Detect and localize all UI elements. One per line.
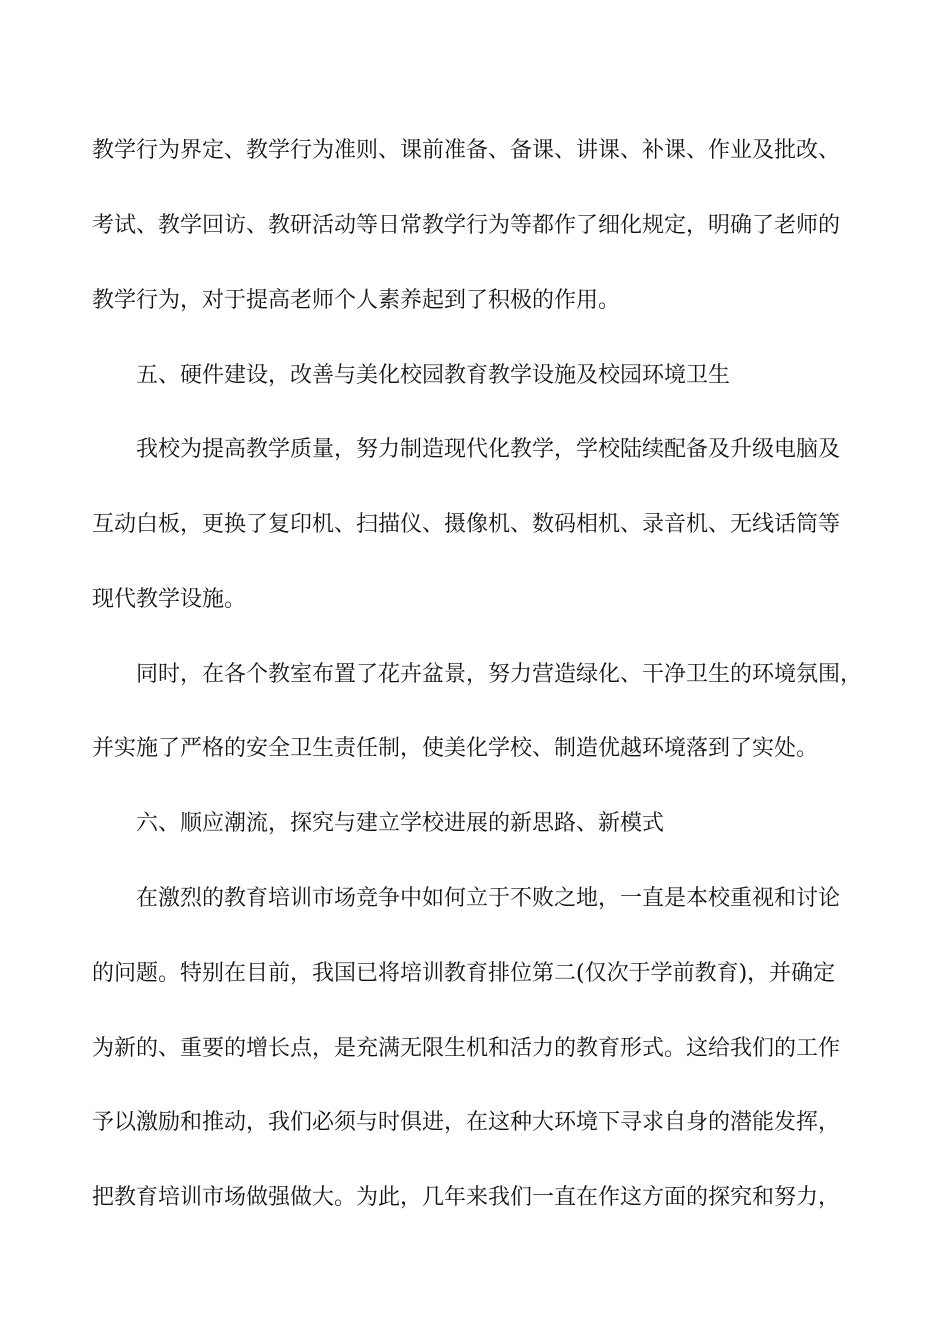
section-heading: 六、顺应潮流，探究与建立学校进展的新思路、新模式 <box>136 811 665 836</box>
text-line: 予以激励和推动，我们必须与时俱进，在这种大环境下寻求自身的潜能发挥， <box>92 1110 841 1135</box>
text-line: 现代教学设施。 <box>92 587 247 612</box>
text-line: 教学行为界定、教学行为准则、课前准备、备课、讲课、补课、作业及批改、 <box>92 138 841 163</box>
section-heading: 五、硬件建设，改善与美化校园教育教学设施及校园环境卫生 <box>136 363 731 388</box>
text-line: 互动白板，更换了复印机、扫描仪、摄像机、数码相机、录音机、无线话筒等 <box>92 512 841 537</box>
text-line: 我校为提高教学质量，努力制造现代化教学，学校陆续配备及升级电脑及 <box>136 437 841 462</box>
text-line: 为新的、重要的增长点，是充满无限生机和活力的教育形式。这给我们的工作 <box>92 1036 841 1061</box>
text-line: 教学行为，对于提高老师个人素养起到了积极的作用。 <box>92 288 621 313</box>
text-line: 把教育培训市场做强做大。为此，几年来我们一直在作这方面的探究和努力， <box>92 1185 841 1210</box>
text-line: 并实施了严格的安全卫生责任制，使美化学校、制造优越环境落到了实处。 <box>92 736 819 761</box>
text-line: 在激烈的教育培训市场竞争中如何立于不败之地，一直是本校重视和讨论 <box>136 886 841 911</box>
text-line: 考试、教学回访、教研活动等日常教学行为等都作了细化规定，明确了老师的 <box>92 213 841 238</box>
text-line: 同时，在各个教室布置了花卉盆景，努力营造绿化、干净卫生的环境氛围， <box>136 662 863 687</box>
text-line: 的问题。特别在目前，我国已将培训教育排位第二(仅次于学前教育)，并确定 <box>92 961 836 986</box>
